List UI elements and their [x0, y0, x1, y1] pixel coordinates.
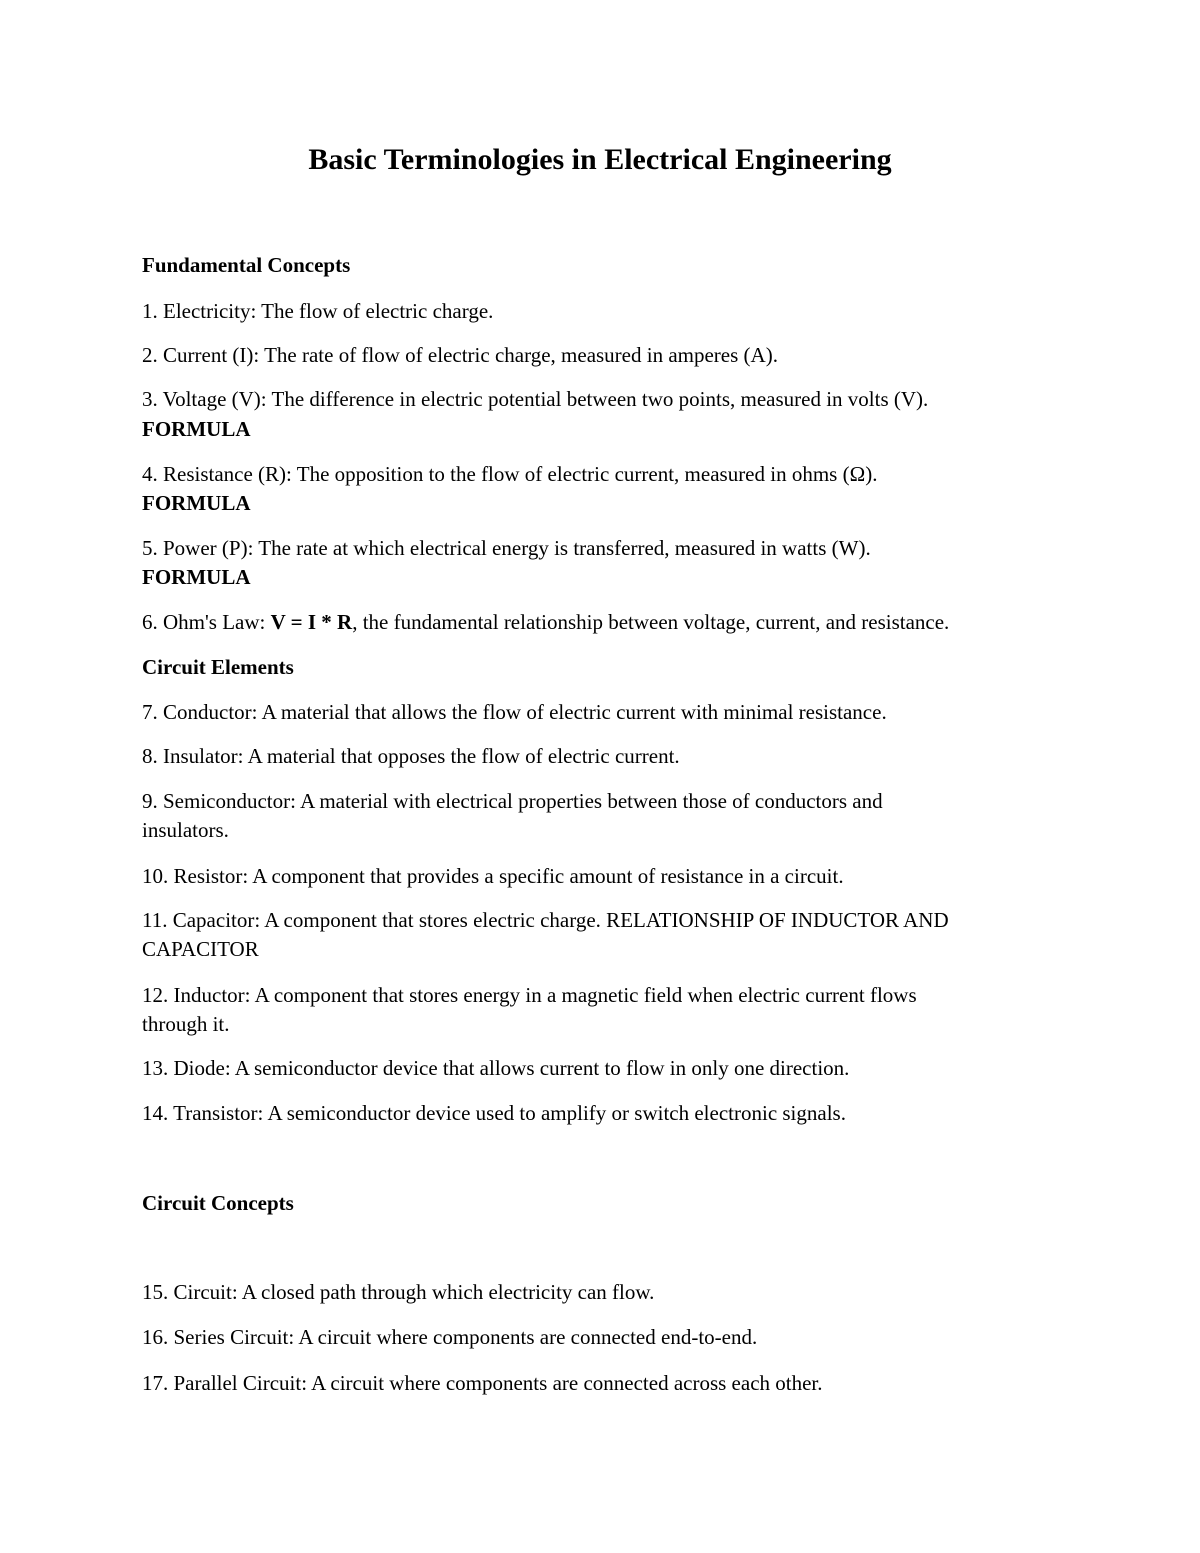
list-item-diode: 13. Diode: A semiconductor device that allows current to flow in only one direction. — [142, 1056, 850, 1080]
list-item-capacitor-continuation: CAPACITOR — [142, 937, 259, 961]
list-item-inductor: 12. Inductor: A component that stores energy in a magnetic field when electric current flows — [142, 983, 917, 1007]
ohms-law-prefix: 6. Ohm's Law: — [142, 610, 271, 634]
formula-note-power: FORMULA — [142, 565, 251, 589]
list-item-voltage: 3. Voltage (V): The difference in electric potential between two points, measured in volts (V). — [142, 387, 929, 411]
list-item-resistance: 4. Resistance (R): The opposition to the flow of electric current, measured in ohms (Ω). — [142, 462, 878, 486]
list-item-semiconductor: 9. Semiconductor: A material with electrical properties between those of conductors and — [142, 789, 883, 813]
list-item-conductor: 7. Conductor: A material that allows the flow of electric current with minimal resistance. — [142, 700, 887, 724]
list-item-inductor-continuation: through it. — [142, 1012, 230, 1036]
list-item-circuit: 15. Circuit: A closed path through which electricity can flow. — [142, 1280, 655, 1304]
list-item-transistor: 14. Transistor: A semiconductor device used to amplify or switch electronic signals. — [142, 1101, 846, 1125]
section-heading-circuit-concepts: Circuit Concepts — [142, 1191, 294, 1215]
formula-note-resistance: FORMULA — [142, 491, 251, 515]
list-item-resistor: 10. Resistor: A component that provides a specific amount of resistance in a circuit. — [142, 864, 844, 888]
section-heading-fundamental-concepts: Fundamental Concepts — [142, 253, 351, 277]
section-heading-circuit-elements: Circuit Elements — [142, 655, 294, 679]
list-item-ohms-law — [142, 607, 949, 637]
list-item-capacitor: 11. Capacitor: A component that stores electric charge. RELATIONSHIP OF INDUCTOR AND — [142, 908, 949, 932]
list-item-semiconductor-continuation: insulators. — [142, 818, 229, 842]
list-item-electricity: 1. Electricity: The flow of electric charge. — [142, 299, 494, 323]
document-title: Basic Terminologies in Electrical Engineering — [308, 143, 892, 176]
list-item-parallel-circuit: 17. Parallel Circuit: A circuit where components are connected across each other. — [142, 1371, 823, 1395]
ohms-law-formula: V = I * R — [270, 610, 353, 634]
list-item-insulator: 8. Insulator: A material that opposes the flow of electric current. — [142, 744, 680, 768]
formula-note-voltage: FORMULA — [142, 417, 251, 441]
list-item-current: 2. Current (I): The rate of flow of electric charge, measured in amperes (A). — [142, 343, 778, 367]
list-item-series-circuit: 16. Series Circuit: A circuit where components are connected end-to-end. — [142, 1325, 758, 1349]
ohms-law-suffix: , the fundamental relationship between voltage, current, and resistance. — [352, 610, 950, 634]
list-item-power: 5. Power (P): The rate at which electrical energy is transferred, measured in watts (W). — [142, 536, 871, 560]
